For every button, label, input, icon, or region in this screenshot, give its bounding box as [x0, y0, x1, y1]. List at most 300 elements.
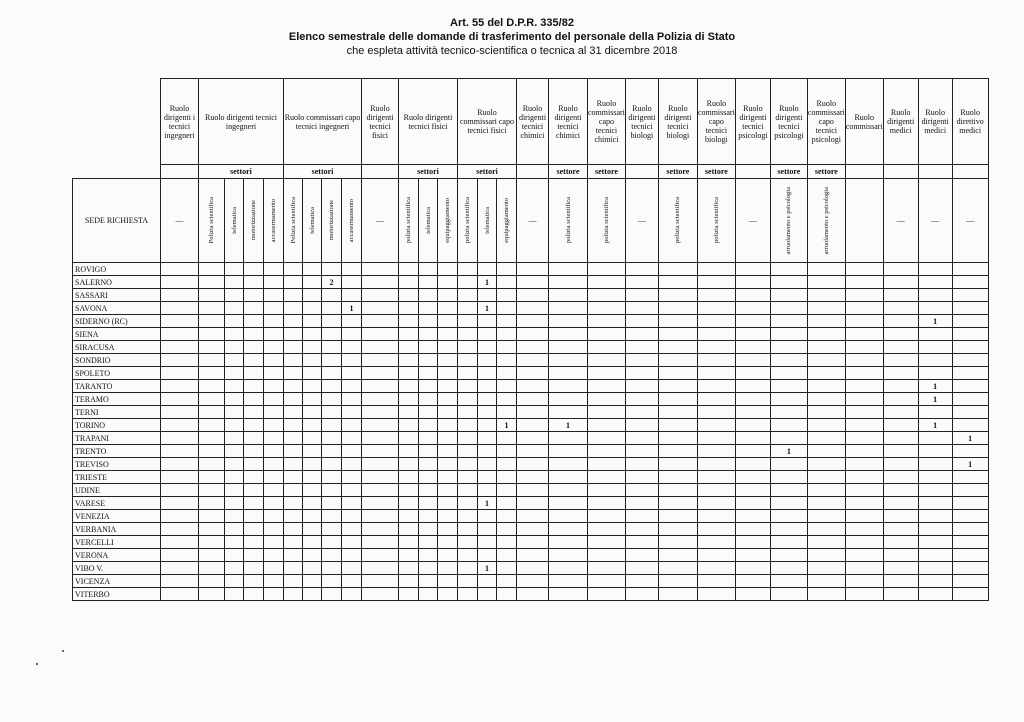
empty-cell: [478, 393, 497, 406]
empty-cell: [807, 562, 845, 575]
empty-cell: [244, 354, 264, 367]
empty-cell: [419, 263, 438, 276]
empty-cell: [199, 263, 225, 276]
subcolumn-header-19: [588, 179, 626, 263]
empty-cell: [770, 328, 807, 341]
empty-cell: [264, 549, 284, 562]
count-cell: 1: [478, 302, 497, 315]
empty-cell: [225, 588, 244, 601]
empty-cell: [883, 458, 918, 471]
empty-cell: [588, 458, 626, 471]
empty-cell: [735, 302, 770, 315]
empty-cell: [770, 432, 807, 445]
empty-cell: [225, 367, 244, 380]
empty-cell: [225, 302, 244, 315]
role-header-7: Ruolo dirigenti tecnici chimici: [517, 79, 549, 165]
empty-cell: [588, 445, 626, 458]
empty-cell: [438, 367, 458, 380]
empty-cell: [342, 276, 362, 289]
subcolumn-header-24: [770, 179, 807, 263]
empty-cell: [458, 536, 478, 549]
empty-cell: [697, 445, 735, 458]
subcolumn-label-3: telematica: [230, 207, 238, 234]
empty-cell: [362, 289, 399, 302]
empty-cell: [658, 588, 697, 601]
empty-cell: [399, 289, 419, 302]
empty-cell: [735, 536, 770, 549]
empty-cell: [362, 497, 399, 510]
subcolumn-header-11: [399, 179, 419, 263]
empty-cell: [342, 289, 362, 302]
empty-cell: [735, 276, 770, 289]
empty-cell: [770, 289, 807, 302]
subcolumn-label-16: equipaggiamento: [503, 198, 510, 243]
count-cell: 1: [497, 419, 517, 432]
empty-cell: [225, 445, 244, 458]
empty-cell: [588, 536, 626, 549]
city-cell: VITERBO: [73, 588, 161, 601]
subcolumn-header-17: —: [517, 179, 549, 263]
empty-cell: [284, 419, 303, 432]
empty-cell: [735, 328, 770, 341]
empty-cell: [362, 393, 399, 406]
empty-cell: [161, 575, 199, 588]
subcolumn-label-2: Polizia scientifica: [208, 197, 215, 244]
empty-cell: [807, 367, 845, 380]
empty-cell: [549, 406, 588, 419]
empty-cell: [264, 471, 284, 484]
empty-cell: [625, 315, 658, 328]
empty-cell: [342, 536, 362, 549]
empty-cell: [625, 341, 658, 354]
empty-cell: [199, 536, 225, 549]
empty-cell: [399, 536, 419, 549]
settori-label-15: settore: [807, 165, 845, 179]
subcolumn-label-22: polizia scientifica: [712, 197, 720, 244]
empty-cell: [588, 276, 626, 289]
empty-cell: [438, 328, 458, 341]
settori-label-5: settori: [399, 165, 458, 179]
role-header-19: Ruolo direttivo medici: [952, 79, 988, 165]
empty-cell: [697, 497, 735, 510]
empty-cell: [883, 315, 918, 328]
subcolumn-label-19: polizia scientifica: [602, 197, 610, 244]
empty-cell: [770, 523, 807, 536]
empty-cell: [770, 484, 807, 497]
empty-cell: [625, 276, 658, 289]
empty-cell: [952, 328, 988, 341]
table-row: [73, 263, 989, 276]
empty-cell: [322, 341, 342, 354]
empty-cell: [284, 484, 303, 497]
role-header-2: Ruolo dirigenti tecnici ingegneri: [199, 79, 284, 165]
empty-cell: [625, 523, 658, 536]
empty-cell: [244, 432, 264, 445]
empty-cell: [883, 289, 918, 302]
empty-cell: [161, 445, 199, 458]
empty-cell: [952, 419, 988, 432]
empty-cell: [952, 471, 988, 484]
empty-cell: [303, 432, 322, 445]
empty-cell: [549, 380, 588, 393]
empty-cell: [918, 484, 952, 497]
empty-cell: [362, 341, 399, 354]
empty-cell: [303, 445, 322, 458]
empty-cell: [549, 484, 588, 497]
empty-cell: [458, 575, 478, 588]
empty-cell: [625, 367, 658, 380]
empty-cell: [419, 302, 438, 315]
settori-label-1: [161, 165, 199, 179]
empty-cell: [303, 354, 322, 367]
empty-cell: [244, 562, 264, 575]
empty-cell: [244, 575, 264, 588]
empty-cell: [362, 445, 399, 458]
empty-cell: [199, 471, 225, 484]
empty-cell: [658, 484, 697, 497]
empty-cell: [883, 419, 918, 432]
empty-cell: [658, 406, 697, 419]
empty-cell: [845, 315, 883, 328]
empty-cell: [458, 341, 478, 354]
empty-cell: [284, 315, 303, 328]
empty-cell: [303, 458, 322, 471]
empty-cell: [244, 380, 264, 393]
empty-cell: [845, 484, 883, 497]
empty-cell: [549, 341, 588, 354]
empty-cell: [845, 354, 883, 367]
empty-cell: [625, 406, 658, 419]
empty-cell: [458, 289, 478, 302]
empty-cell: [807, 549, 845, 562]
empty-cell: [697, 549, 735, 562]
empty-cell: [735, 562, 770, 575]
city-cell: SAVONA: [73, 302, 161, 315]
empty-cell: [303, 289, 322, 302]
empty-cell: [807, 406, 845, 419]
empty-cell: [625, 328, 658, 341]
empty-cell: [244, 315, 264, 328]
empty-cell: [244, 510, 264, 523]
table-row: [73, 484, 989, 497]
empty-cell: [807, 328, 845, 341]
empty-cell: [399, 276, 419, 289]
empty-cell: [284, 588, 303, 601]
empty-cell: [952, 445, 988, 458]
empty-cell: [845, 328, 883, 341]
empty-cell: [845, 523, 883, 536]
empty-cell: [517, 536, 549, 549]
empty-cell: [845, 406, 883, 419]
empty-cell: [161, 328, 199, 341]
empty-cell: [264, 419, 284, 432]
city-cell: UDINE: [73, 484, 161, 497]
table-row: [73, 315, 989, 328]
empty-cell: [697, 575, 735, 588]
empty-cell: [244, 445, 264, 458]
empty-cell: [883, 393, 918, 406]
subcolumn-label-7: telematica: [308, 207, 316, 234]
empty-cell: [770, 510, 807, 523]
table-row: [73, 510, 989, 523]
empty-cell: [478, 406, 497, 419]
empty-cell: [658, 445, 697, 458]
empty-cell: [419, 497, 438, 510]
empty-cell: [438, 458, 458, 471]
empty-cell: [770, 276, 807, 289]
empty-cell: [517, 575, 549, 588]
empty-cell: [478, 380, 497, 393]
empty-cell: [478, 315, 497, 328]
empty-cell: [918, 328, 952, 341]
empty-cell: [438, 575, 458, 588]
empty-cell: [658, 367, 697, 380]
empty-cell: [625, 432, 658, 445]
empty-cell: [199, 497, 225, 510]
empty-cell: [161, 549, 199, 562]
empty-cell: [419, 315, 438, 328]
empty-cell: [549, 354, 588, 367]
empty-cell: [342, 432, 362, 445]
empty-cell: [419, 484, 438, 497]
empty-cell: [918, 458, 952, 471]
city-cell: TRENTO: [73, 445, 161, 458]
empty-cell: [918, 523, 952, 536]
empty-cell: [225, 263, 244, 276]
city-cell: SASSARI: [73, 289, 161, 302]
empty-cell: [883, 367, 918, 380]
empty-cell: [497, 497, 517, 510]
empty-cell: [497, 484, 517, 497]
empty-cell: [284, 432, 303, 445]
table-row: [73, 458, 989, 471]
empty-cell: [807, 354, 845, 367]
empty-cell: [362, 575, 399, 588]
empty-cell: [419, 588, 438, 601]
settori-label-9: settore: [588, 165, 626, 179]
empty-cell: [845, 419, 883, 432]
empty-cell: [883, 354, 918, 367]
empty-cell: [883, 588, 918, 601]
empty-cell: [264, 276, 284, 289]
empty-cell: [497, 263, 517, 276]
role-header-17: Ruolo dirigenti medici: [883, 79, 918, 165]
empty-cell: [735, 263, 770, 276]
empty-cell: [697, 458, 735, 471]
empty-cell: [419, 471, 438, 484]
empty-cell: [658, 497, 697, 510]
empty-cell: [438, 354, 458, 367]
empty-cell: [883, 263, 918, 276]
empty-cell: [658, 510, 697, 523]
subcolumn-header-20: —: [625, 179, 658, 263]
subcolumn-header-15: [478, 179, 497, 263]
empty-cell: [549, 575, 588, 588]
empty-cell: [438, 289, 458, 302]
empty-cell: [438, 471, 458, 484]
empty-cell: [697, 276, 735, 289]
empty-cell: [497, 328, 517, 341]
empty-cell: [735, 315, 770, 328]
subcolumn-header-12: [419, 179, 438, 263]
empty-cell: [497, 367, 517, 380]
empty-cell: [658, 575, 697, 588]
table-row: [73, 588, 989, 601]
empty-cell: [697, 562, 735, 575]
table-row: [73, 523, 989, 536]
empty-cell: [399, 523, 419, 536]
table-row: [73, 367, 989, 380]
empty-cell: [497, 445, 517, 458]
empty-cell: [199, 367, 225, 380]
empty-cell: [658, 276, 697, 289]
empty-cell: [225, 471, 244, 484]
city-cell: ROVIGO: [73, 263, 161, 276]
empty-cell: [478, 588, 497, 601]
empty-cell: [918, 575, 952, 588]
empty-cell: [362, 562, 399, 575]
role-header-16: Ruolo commissari: [845, 79, 883, 165]
empty-cell: [284, 263, 303, 276]
empty-cell: [588, 328, 626, 341]
empty-cell: [588, 588, 626, 601]
empty-cell: [264, 393, 284, 406]
empty-cell: [770, 341, 807, 354]
empty-cell: [625, 445, 658, 458]
empty-cell: [161, 497, 199, 510]
empty-cell: [342, 328, 362, 341]
role-header-3: Ruolo commissari capo tecnici ingegneri: [284, 79, 362, 165]
empty-cell: [284, 341, 303, 354]
empty-cell: [735, 393, 770, 406]
empty-cell: [807, 523, 845, 536]
empty-cell: [284, 406, 303, 419]
empty-cell: [264, 497, 284, 510]
empty-cell: [497, 458, 517, 471]
empty-cell: [807, 432, 845, 445]
empty-cell: [264, 510, 284, 523]
empty-cell: [399, 588, 419, 601]
empty-cell: [342, 471, 362, 484]
subcolumn-header-26: [845, 179, 883, 263]
city-cell: VERBANIA: [73, 523, 161, 536]
empty-cell: [419, 341, 438, 354]
empty-cell: [264, 380, 284, 393]
table-row: [73, 341, 989, 354]
empty-cell: [419, 510, 438, 523]
empty-cell: [264, 445, 284, 458]
count-cell: 1: [918, 419, 952, 432]
empty-cell: [845, 302, 883, 315]
empty-cell: [478, 263, 497, 276]
empty-cell: [244, 263, 264, 276]
empty-cell: [419, 445, 438, 458]
city-cell: TRIESTE: [73, 471, 161, 484]
empty-cell: [458, 315, 478, 328]
empty-cell: [458, 419, 478, 432]
empty-cell: [549, 588, 588, 601]
empty-cell: [161, 393, 199, 406]
empty-cell: [342, 588, 362, 601]
empty-cell: [362, 276, 399, 289]
empty-cell: [625, 302, 658, 315]
empty-cell: [199, 328, 225, 341]
empty-cell: [303, 497, 322, 510]
empty-cell: [588, 380, 626, 393]
empty-cell: [918, 276, 952, 289]
empty-cell: [244, 536, 264, 549]
empty-cell: [549, 393, 588, 406]
empty-cell: [807, 263, 845, 276]
empty-cell: [697, 471, 735, 484]
empty-cell: [517, 263, 549, 276]
city-cell: VERCELLI: [73, 536, 161, 549]
empty-cell: [458, 354, 478, 367]
empty-cell: [458, 471, 478, 484]
count-cell: 1: [770, 445, 807, 458]
empty-cell: [322, 328, 342, 341]
empty-cell: [303, 510, 322, 523]
count-cell: 1: [952, 458, 988, 471]
subcolumn-header-28: —: [918, 179, 952, 263]
empty-cell: [588, 523, 626, 536]
empty-cell: [303, 406, 322, 419]
empty-cell: [322, 263, 342, 276]
empty-cell: [342, 510, 362, 523]
role-header-6: Ruolo commissari capo tecnici fisici: [458, 79, 517, 165]
empty-cell: [399, 497, 419, 510]
table-row: [73, 406, 989, 419]
empty-cell: [807, 380, 845, 393]
empty-cell: [438, 588, 458, 601]
empty-cell: [199, 302, 225, 315]
empty-cell: [199, 419, 225, 432]
empty-cell: [845, 393, 883, 406]
empty-cell: [322, 393, 342, 406]
empty-cell: [883, 471, 918, 484]
empty-cell: [199, 276, 225, 289]
city-cell: SIENA: [73, 328, 161, 341]
subcolumn-label-5: accasermamento: [270, 198, 277, 243]
empty-cell: [883, 432, 918, 445]
empty-cell: [284, 471, 303, 484]
empty-cell: [807, 588, 845, 601]
city-cell: TORINO: [73, 419, 161, 432]
empty-cell: [735, 354, 770, 367]
empty-cell: [225, 497, 244, 510]
empty-cell: [658, 380, 697, 393]
empty-cell: [225, 458, 244, 471]
empty-cell: [303, 523, 322, 536]
empty-cell: [342, 523, 362, 536]
empty-cell: [303, 302, 322, 315]
empty-cell: [918, 289, 952, 302]
empty-cell: [658, 432, 697, 445]
empty-cell: [322, 497, 342, 510]
empty-cell: [199, 393, 225, 406]
empty-cell: [478, 354, 497, 367]
empty-cell: [419, 419, 438, 432]
empty-cell: [342, 562, 362, 575]
empty-cell: [362, 523, 399, 536]
empty-cell: [225, 380, 244, 393]
empty-cell: [399, 380, 419, 393]
empty-cell: [322, 432, 342, 445]
empty-cell: [322, 549, 342, 562]
empty-cell: [225, 406, 244, 419]
empty-cell: [658, 263, 697, 276]
empty-cell: [807, 458, 845, 471]
